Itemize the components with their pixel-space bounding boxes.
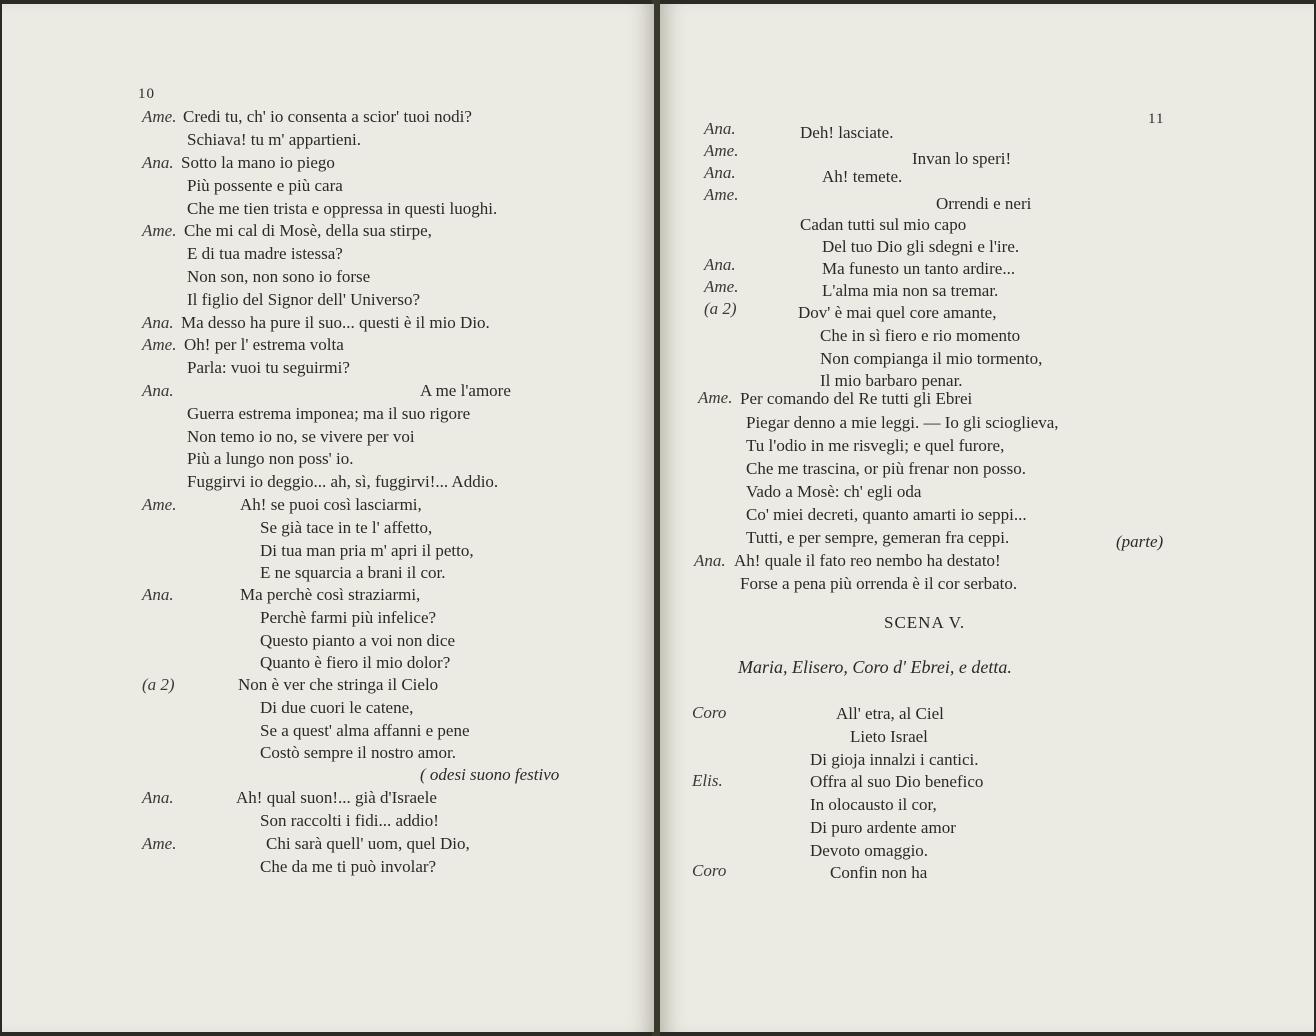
right-page [660,4,1314,1032]
verse-line: Più possente e più cara [187,176,343,195]
speaker-label: Ana. [142,788,174,807]
verse-line: E di tua madre istessa? [187,244,343,263]
verse-line: Più a lungo non poss' io. [187,449,354,468]
verse-line: Di due cuori le catene, [260,698,414,717]
speaker-label: Ame. [704,277,739,296]
verse-line: Quanto è fiero il mio dolor? [260,653,451,672]
verse-line: L'alma mia non sa tremar. [822,281,999,300]
verse-line: Vado a Mosè: ch' egli oda [746,482,922,501]
page-number: 10 [138,86,155,102]
verse-line: Deh! lasciate. [800,123,894,142]
speaker-label: Elis. [692,771,723,790]
page-number: 11 [1148,111,1165,127]
verse-line: Che da me ti può involar? [260,857,437,876]
speaker-label: Ame. [704,185,739,204]
verse-line: Schiava! tu m' appartieni. [187,130,361,149]
verse-line: Ma funesto un tanto ardire... [822,259,1016,278]
verse-line: Oh! per l' estrema volta [184,335,344,354]
verse-line: Di puro ardente amor [810,818,956,837]
verse-line: Che in sì fiero e rio momento [820,326,1021,345]
speaker-label: (a 2) [704,299,737,318]
verse-line: Ah! quale il fato reo nembo ha destato! [734,551,1001,570]
verse-line: Ah! qual suon!... già d'Israele [236,788,437,807]
speaker-label: Ana. [704,255,736,274]
verse-line: E ne squarcia a brani il cor. [260,563,446,582]
verse-line: Chi sarà quell' uom, quel Dio, [266,834,470,853]
stage-direction: ( odesi suono festivo [420,765,560,784]
speaker-label: Coro [692,703,727,722]
verse-line: Parla: vuoi tu seguirmi? [187,358,350,377]
left-page [2,4,654,1032]
speaker-label: Coro [692,861,727,880]
scene-characters: Maria, Elisero, Coro d' Ebrei, e detta. [738,657,1012,677]
speaker-label: (a 2) [142,675,175,694]
verse-line: Guerra estrema imponea; ma il suo rigore [187,404,471,423]
verse-line: Se già tace in te l' affetto, [260,518,433,537]
speaker-label: Ame. [698,388,733,407]
verse-line: Ma desso ha pure il suo... questi è il mio Dio. [181,313,490,332]
speaker-label: Ana. [704,163,736,182]
verse-line: Cadan tutti sul mio capo [800,215,967,234]
verse-line: Non è ver che stringa il Cielo [238,675,439,694]
verse-line: Credi tu, ch' io consenta a scior' tuoi nodi? [183,107,472,126]
verse-line: Per comando del Re tutti gli Ebrei [740,389,973,408]
verse-line: Non compianga il mio tormento, [820,349,1043,368]
verse-line: Che me tien trista e oppressa in questi luoghi. [187,199,498,218]
verse-line: Il mio barbaro penar. [820,371,963,390]
verse-line: Offra al suo Dio benefico [810,772,984,791]
verse-line: A me l'amore [420,381,511,400]
speaker-label: Ame. [142,107,177,126]
speaker-label: Ana. [694,551,726,570]
verse-line: Del tuo Dio gli sdegni e l'ire. [822,237,1020,256]
verse-line: Che mi cal di Mosè, della sua stirpe, [184,221,432,240]
speaker-label: Ana. [142,153,174,172]
verse-line: Co' miei decreti, quanto amarti io seppi... [746,505,1027,524]
verse-line: Costò sempre il nostro amor. [260,743,456,762]
verse-line: Tutti, e per sempre, gemeran fra ceppi. [746,528,1010,547]
verse-line: Ah! temete. [822,167,903,186]
verse-line: All' etra, al Ciel [836,704,944,723]
verse-line: Ah! se puoi così lasciarmi, [240,495,422,514]
verse-line: Forse a pena più orrenda è il cor serbato. [740,574,1018,593]
speaker-label: Ame. [142,335,177,354]
verse-line: Orrendi e neri [936,194,1032,213]
verse-line: Sotto la mano io piego [181,153,335,172]
scene-title: SCENA V. [884,613,966,632]
speaker-label: Ana. [704,119,736,138]
verse-line: Perchè farmi più infelice? [260,608,437,627]
verse-line: Devoto omaggio. [810,841,929,860]
verse-line: Non son, non sono io forse [187,267,371,286]
verse-line: Piegar denno a mie leggi. — Io gli scioglieva, [746,413,1059,432]
verse-line: Questo pianto a voi non dice [260,631,455,650]
speaker-label: Ana. [142,585,174,604]
verse-line: Di tua man pria m' apri il petto, [260,541,474,560]
verse-line: Lieto Israel [850,727,928,746]
verse-line: Fuggirvi io deggio... ah, sì, fuggirvi!... Addio. [187,472,499,491]
verse-line: Tu l'odio in me risvegli; e quel furore, [746,436,1005,455]
stage-direction: (parte) [1116,532,1164,551]
speaker-label: Ana. [142,381,174,400]
verse-line: Invan lo speri! [912,149,1012,168]
speaker-label: Ame. [142,221,177,240]
speaker-label: Ana. [142,313,174,332]
verse-line: Confin non ha [830,863,928,882]
verse-line: Son raccolti i fidi... addio! [260,811,439,830]
speaker-label: Ame. [704,141,739,160]
speaker-label: Ame. [142,495,177,514]
verse-line: Il figlio del Signor dell' Universo? [187,290,420,309]
verse-line: Ma perchè così straziarmi, [240,585,421,604]
speaker-label: Ame. [142,834,177,853]
verse-line: Non temo io no, se vivere per voi [187,427,415,446]
verse-line: Di gioja innalzi i cantici. [810,750,979,769]
verse-line: Che me trascina, or più frenar non posso. [746,459,1026,478]
verse-line: Dov' è mai quel core amante, [798,303,997,322]
verse-line: In olocausto il cor, [810,795,937,814]
verse-line: Se a quest' alma affanni e pene [260,721,470,740]
